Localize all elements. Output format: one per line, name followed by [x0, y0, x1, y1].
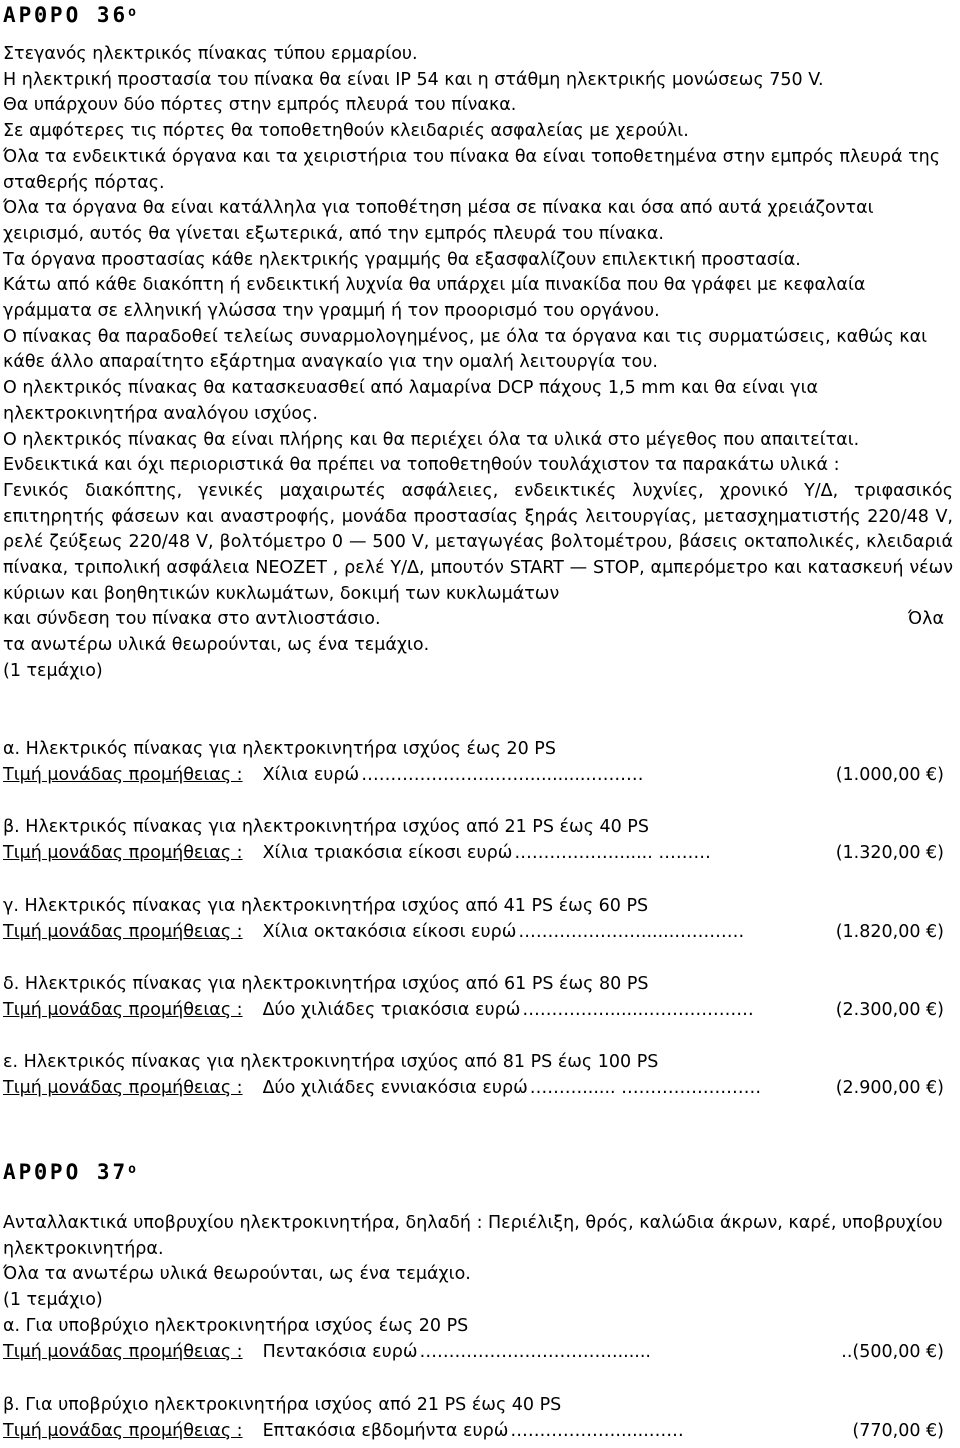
paragraph: Η ηλεκτρική προστασία του πίνακα θα είναι IP 54 και η στάθμη ηλεκτρικής μονώσεως 750 V. — [3, 69, 824, 90]
leader-dots: ……………………………....... — [419, 1341, 651, 1362]
paragraph: Κάτω από κάθε διακόπτη ή ενδεικτική λυχνία θα υπάρχει μία πινακίδα που θα γράφει με κεφαλαία γράμματα σε ελληνική γλώσσα την γραμμή ή τον προορισμό του οργάνου. — [3, 275, 866, 322]
article-36-heading-text: ΑΡΘΡΟ 36 — [3, 3, 129, 27]
article-37-heading-text: ΑΡΘΡΟ 37 — [3, 1160, 129, 1184]
paragraph: Θα υπάρχουν δύο πόρτες στην εμπρός πλευρά του πίνακα. — [3, 95, 517, 116]
split-line-right: Όλα — [907, 609, 944, 630]
price-line — [3, 1076, 944, 1102]
item-title: γ. Ηλεκτρικός πίνακας για ηλεκτροκινητήρα ισχύος από 41 PS έως 60 PS — [3, 896, 649, 916]
price-line — [3, 841, 944, 867]
price-label: Τιμή μονάδας προμήθειας : — [3, 1077, 243, 1098]
split-line — [3, 607, 944, 633]
price-line — [3, 763, 944, 789]
article-36-item-a — [3, 737, 953, 788]
price-words: Χίλια οκτακόσια είκοσι ευρώ — [262, 921, 517, 942]
price-label: Τιμή μονάδας προμήθειας : — [3, 921, 243, 942]
leader-dots: ………...... …………………… — [529, 1077, 762, 1098]
unit-note: (1 τεμάχιο) — [3, 1290, 103, 1311]
item-title: ε. Ηλεκτρικός πίνακας για ηλεκτροκινητήρα ισχύος από 81 PS έως 100 PS — [3, 1052, 659, 1072]
price-words: Δύο χιλιάδες εννιακόσια ευρώ — [262, 1077, 528, 1098]
leader-dots: …………………..……...........……… — [361, 764, 644, 785]
price-amount: (2.900,00 €) — [835, 1077, 944, 1098]
item-title: β. Για υποβρύχιο ηλεκτροκινητήρα ισχύος από 21 PS έως 40 PS — [3, 1395, 562, 1415]
price-words: Χίλια ευρώ — [262, 764, 360, 785]
article-36-body — [3, 42, 953, 685]
item-title: α. Ηλεκτρικός πίνακας για ηλεκτροκινητήρα ισχύος έως 20 PS — [3, 739, 556, 759]
paragraph: Ο πίνακας θα παραδοθεί τελείως συναρμολογημένος, με όλα τα όργανα και τις συρματώσεις, καθώς και κάθε άλλο απαραίτητο εξάρτημα αναγκαίο για την ομαλή λειτουργία του. — [3, 326, 928, 373]
unit-note: (1 τεμάχιο) — [3, 660, 103, 681]
article-36-item-b — [3, 815, 953, 866]
article-36-item-d — [3, 972, 953, 1023]
price-words: Πεντακόσια ευρώ — [262, 1341, 418, 1362]
paragraph: Ο ηλεκτρικός πίνακας θα κατασκευασθεί από λαμαρίνα DCP πάχους 1,5 mm και θα είναι για ηλεκτροκινητήρα αναλόγου ισχύος. — [3, 378, 819, 424]
paragraph: Ενδεικτικά και όχι περιοριστικά θα πρέπει να τοποθετηθούν τουλάχιστον τα παρακάτω υλικά : — [3, 455, 840, 476]
article-37-body — [3, 1211, 953, 1314]
price-label: Τιμή μονάδας προμήθειας : — [3, 999, 243, 1020]
paragraph: Όλα τα όργανα θα είναι κατάλληλα για τοποθέτηση μέσα σε πίνακα και όσα από αυτά χρειάζονται χειρισμό, αυτός θα γίνεται εξωτερικά, από την εμπρός πλευρά του πίνακα. — [3, 198, 874, 244]
paragraph: Τα όργανα προστασίας κάθε ηλεκτρικής γραμμής θα εξασφαλίζουν επιλεκτική προστασία. — [3, 249, 801, 270]
price-label: Τιμή μονάδας προμήθειας : — [3, 1420, 243, 1441]
price-amount: (770,00 €) — [852, 1420, 944, 1441]
paragraph: Στεγανός ηλεκτρικός πίνακας τύπου ερμαρίου. — [3, 44, 418, 64]
leader-dots: ………………......…… — [510, 1420, 684, 1441]
leader-dots: ………………...... ……… — [514, 842, 711, 863]
materials-list-paragraph: Γενικός διακόπτης, γενικές μαχαιρωτές ασφάλειες, ενδεικτικές λυχνίες, χρονικό Υ/Δ, τριφασικός επιτηρητής φάσεων και αναστροφής, μονάδα προστασίας ξηράς λειτουργίας, μετασχηματιστής 220/48 V, ρελέ ζεύξεως 220/48 V, βολτόμετρο 0 — 500 V, μεταγωγέας βολτομέτρου, βάσεις οκταπολικές, κλειδαριά πίνακα, τριπολική ασφάλεια ΝΕΟΖΕΤ , ρελέ Υ/Δ, μπουτόν START — STOP, αμπερόμετρο και κατασκευή νέων κύριων και βοηθητικών κυκλωμάτων, δοκιμή των κυκλωμάτων — [3, 480, 953, 604]
article-37-item-a — [3, 1314, 953, 1365]
item-title: δ. Ηλεκτρικός πίνακας για ηλεκτροκινητήρα ισχύος από 61 PS έως 80 PS — [3, 974, 649, 994]
price-label: Τιμή μονάδας προμήθειας : — [3, 842, 243, 863]
article-37-item-b — [3, 1393, 953, 1444]
item-title: α. Για υποβρύχιο ηλεκτροκινητήρα ισχύος έως 20 PS — [3, 1316, 469, 1336]
price-amount: (1.000,00 €) — [835, 764, 944, 785]
price-label: Τιμή μονάδας προμήθειας : — [3, 764, 243, 785]
paragraph: Ο ηλεκτρικός πίνακας θα είναι πλήρης και θα περιέχει όλα τα υλικά στο μέγεθος που απαιτείται. — [3, 429, 860, 450]
article-37-heading-ordinal: ο — [128, 1162, 136, 1177]
article-36-item-e — [3, 1050, 953, 1101]
article-36-heading-ordinal: ο — [128, 5, 136, 20]
paragraph: Σε αμφότερες τις πόρτες θα τοποθετηθούν κλειδαριές ασφαλείας με χερούλι. — [3, 121, 689, 142]
price-amount: (2.300,00 €) — [835, 999, 944, 1020]
price-words: Δύο χιλιάδες τριακόσια ευρώ — [262, 999, 521, 1020]
paragraph: Όλα τα ανωτέρω υλικά θεωρούνται, ως ένα τεμάχιο. — [3, 1264, 471, 1285]
price-line — [3, 920, 944, 946]
price-words: Επτακόσια εβδομήντα ευρώ — [262, 1420, 509, 1441]
price-amount: ..(500,00 €) — [841, 1341, 944, 1362]
article-37-heading — [3, 1160, 136, 1184]
price-amount: (1.820,00 €) — [835, 921, 944, 942]
leader-dots: …………….......……………… — [522, 999, 754, 1020]
price-line — [3, 1419, 944, 1445]
paragraph: Ανταλλακτικά υποβρυχίου ηλεκτροκινητήρα, δηλαδή : Περιέλιξη, θρός, καλώδια άκρων, καρέ, υποβρυχίου ηλεκτροκινητήρα. — [3, 1213, 943, 1259]
price-words: Χίλια τριακόσια είκοσι ευρώ — [262, 842, 513, 863]
article-36-heading — [3, 3, 136, 27]
article-36-item-c — [3, 894, 953, 945]
paragraph: Όλα τα ενδεικτικά όργανα και τα χειριστήρια του πίνακα θα είναι τοποθετημένα στην εμπρός πλευρά της σταθερής πόρτας. — [3, 146, 940, 193]
price-amount: (1.320,00 €) — [835, 842, 944, 863]
item-title: β. Ηλεκτρικός πίνακας για ηλεκτροκινητήρα ισχύος από 21 PS έως 40 PS — [3, 817, 649, 837]
price-line — [3, 998, 944, 1024]
leader-dots: …………………......………… — [518, 921, 745, 942]
price-line — [3, 1340, 944, 1366]
paragraph: τα ανωτέρω υλικά θεωρούνται, ως ένα τεμάχιο. — [3, 635, 430, 656]
split-line-left: και σύνδεση του πίνακα στο αντλιοστάσιο. — [3, 609, 381, 630]
price-label: Τιμή μονάδας προμήθειας : — [3, 1341, 243, 1362]
